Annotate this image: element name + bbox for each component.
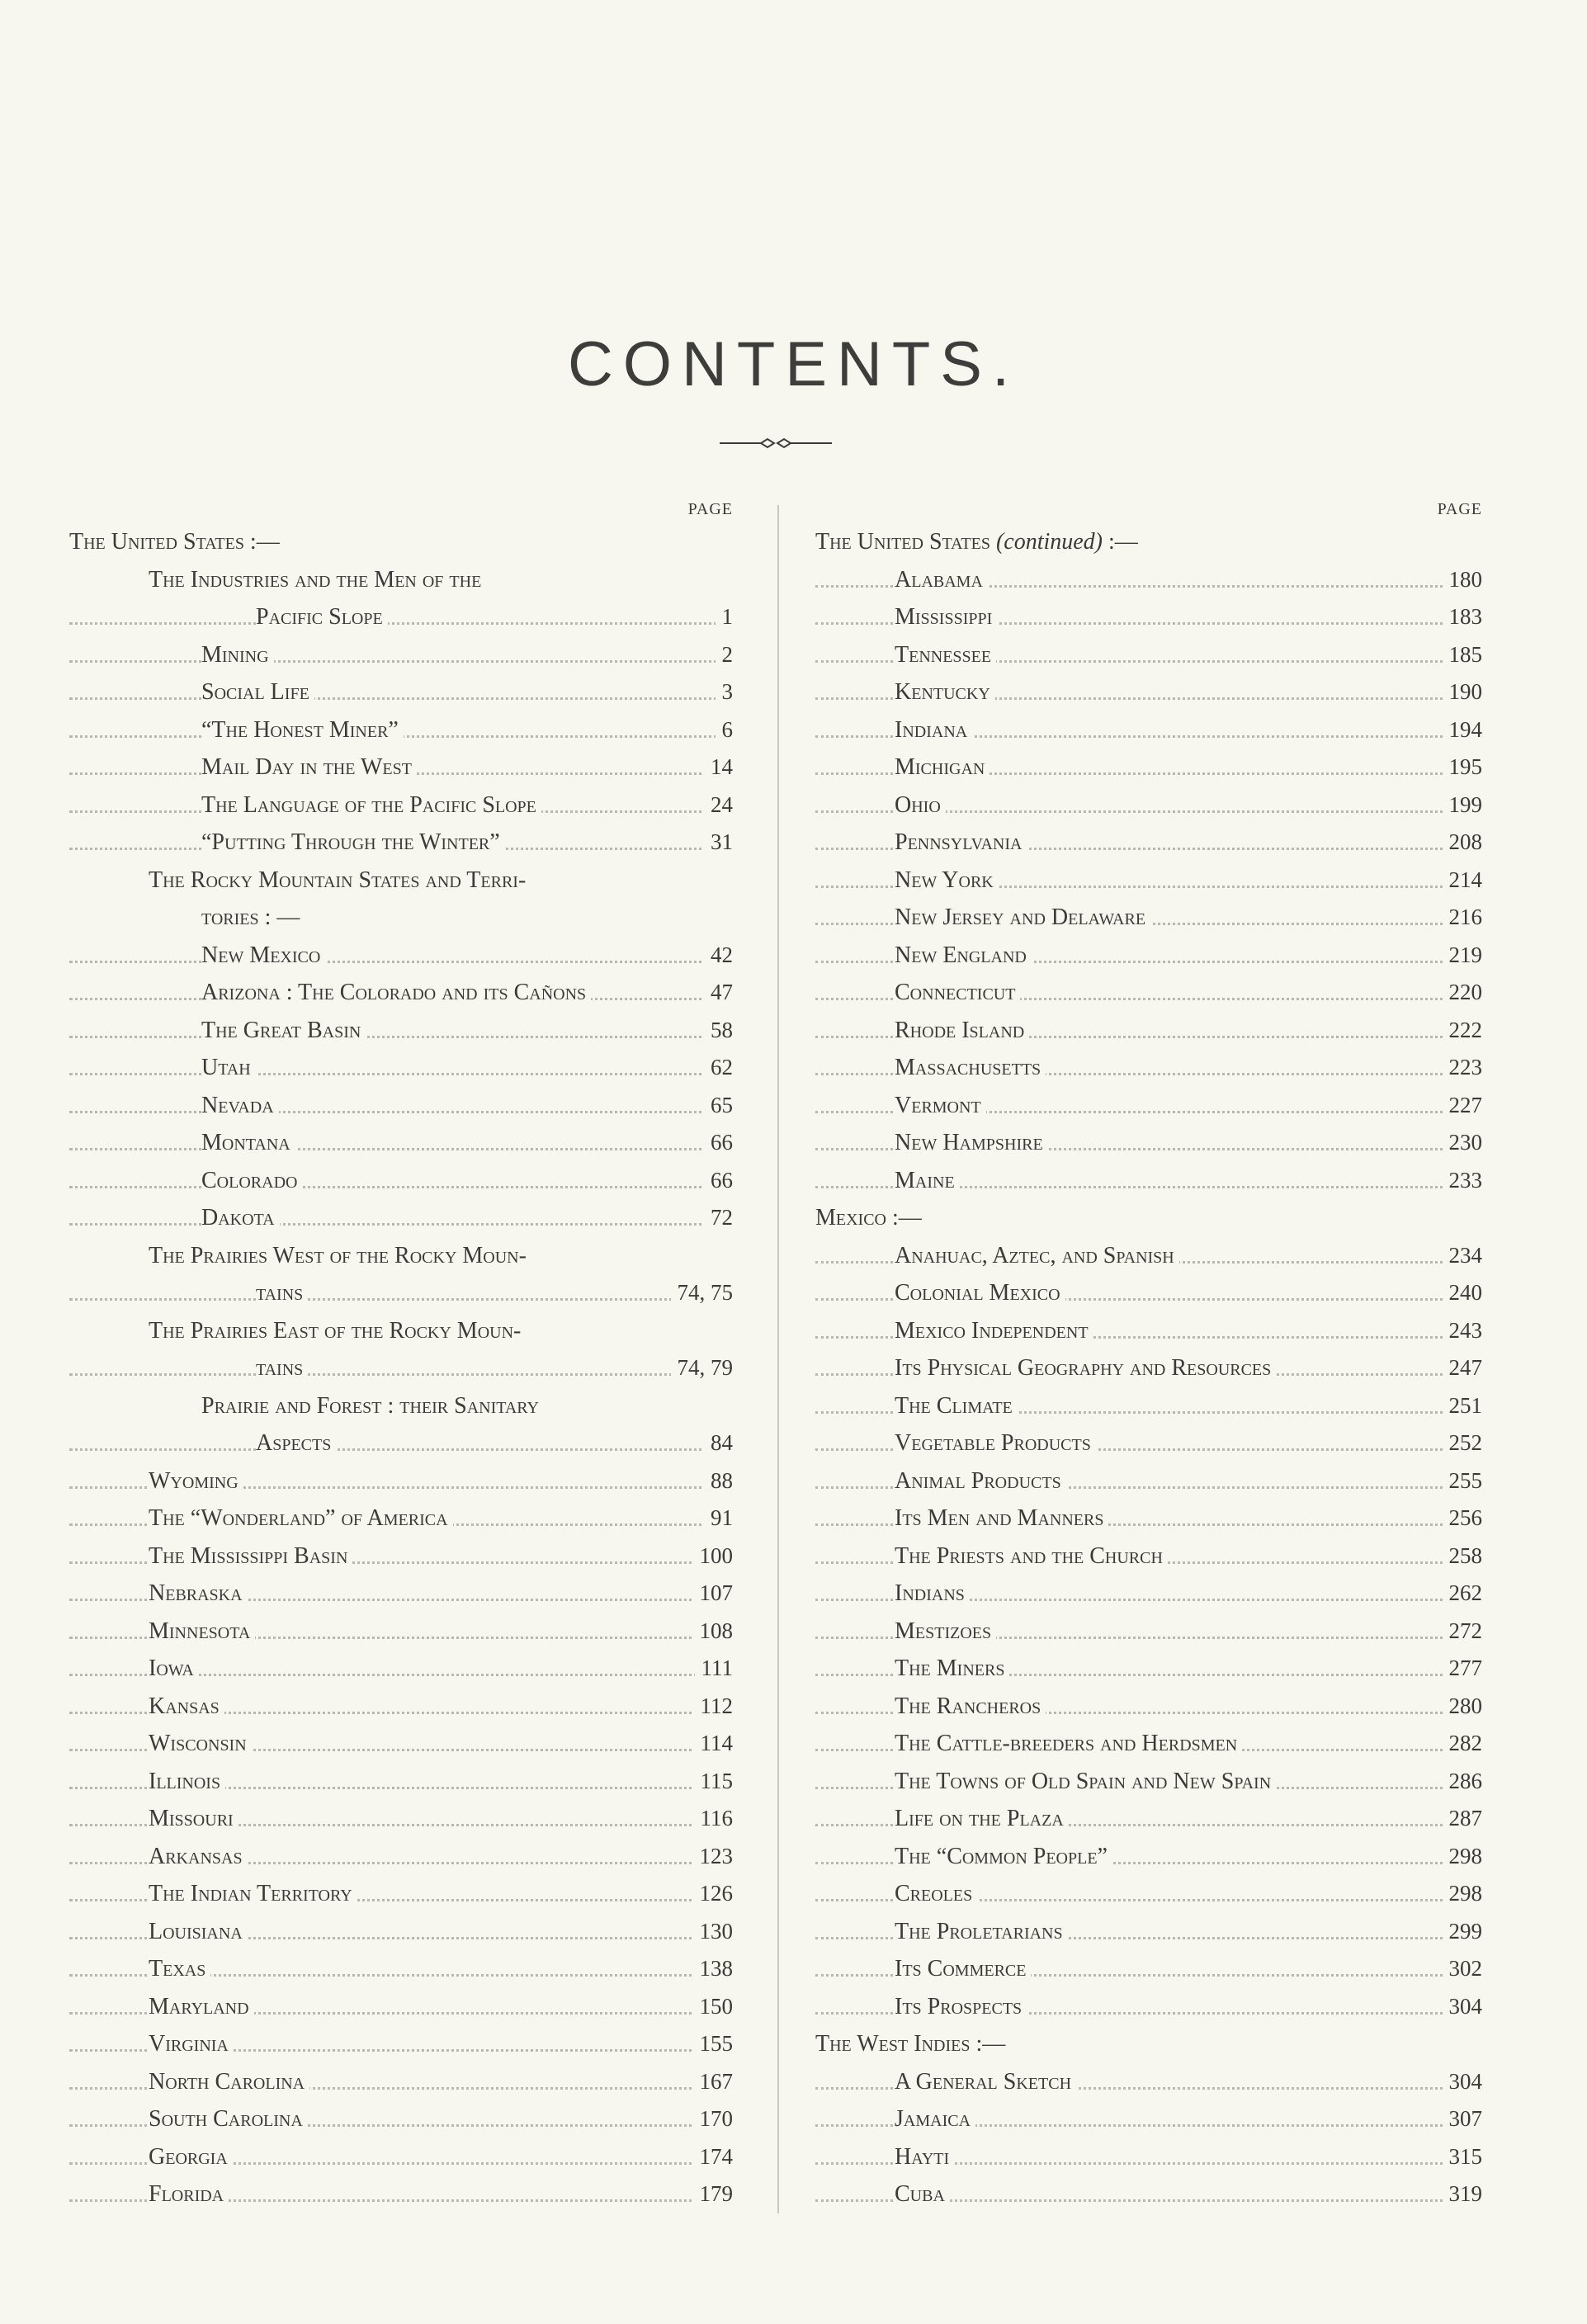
entry-title: The “Common People” (895, 1844, 1112, 1869)
toc-entry (815, 1988, 1482, 2026)
entry-title: The Cattle-breeders and Herdsmen (895, 1731, 1242, 1756)
entry-page-number: 298 (1443, 1875, 1483, 1913)
toc-entry (815, 1274, 1482, 1312)
toc-entry (69, 636, 733, 674)
entry-page-number: 272 (1443, 1613, 1483, 1651)
toc-section-heading (69, 1237, 733, 1275)
entry-title: “The Honest Miner” (201, 717, 404, 743)
entry-title: Social Life (201, 679, 314, 705)
entry-page-number: 199 (1443, 786, 1483, 824)
entry-page-number: 62 (704, 1049, 733, 1087)
toc-entry (815, 937, 1482, 975)
toc-entry (69, 1049, 733, 1087)
toc-entry (69, 1688, 733, 1726)
toc-entry (69, 824, 733, 862)
entry-title: North Carolina (149, 2069, 309, 2095)
toc-entry (69, 2025, 733, 2063)
entry-title: The Indian Territory (149, 1881, 357, 1906)
section-heading (815, 523, 1482, 561)
entry-title: Mexico :— (815, 1205, 927, 1230)
entry-title: Arkansas (149, 1844, 248, 1869)
entry-page-number: 304 (1443, 1988, 1483, 2026)
entry-page-number: 214 (1443, 862, 1483, 900)
toc-entry (69, 2175, 733, 2213)
entry-title: The Priests and the Church (895, 1543, 1168, 1569)
entry-title: Utah (201, 1055, 256, 1080)
toc-entry (815, 1688, 1482, 1726)
toc-entry (69, 673, 733, 711)
entry-title: Kentucky (895, 679, 995, 705)
entry-page-number: 47 (704, 974, 733, 1012)
entry-page-number: 31 (704, 824, 733, 862)
toc-entry (815, 711, 1482, 749)
entry-page-number: 234 (1443, 1237, 1483, 1275)
entry-page-number: 190 (1443, 673, 1483, 711)
toc-entry (69, 1162, 733, 1200)
entry-page-number: 251 (1443, 1387, 1483, 1425)
entry-page-number: 58 (704, 1012, 733, 1050)
entry-page-number: 91 (704, 1500, 733, 1538)
entry-title: The Mississippi Basin (149, 1543, 352, 1569)
entry-title: New England (895, 942, 1032, 968)
entry-page-number: 185 (1443, 636, 1483, 674)
entry-page-number: 116 (694, 1800, 734, 1838)
toc-entry (69, 1725, 733, 1763)
entry-title: Maine (895, 1168, 960, 1193)
entry-title: The Climate (895, 1393, 1018, 1419)
toc-entry (69, 1424, 733, 1462)
entry-page-number: 287 (1443, 1800, 1483, 1838)
entry-page-number: 304 (1443, 2063, 1483, 2101)
toc-section-heading (69, 1387, 733, 1425)
entry-page-number: 208 (1443, 824, 1483, 862)
toc-entry (815, 1162, 1482, 1200)
entry-title: Massachusetts (895, 1055, 1046, 1080)
entry-page-number: 220 (1443, 974, 1483, 1012)
entry-title: tains (256, 1280, 308, 1306)
entry-page-number: 243 (1443, 1312, 1483, 1350)
entry-title: Hayti (895, 2144, 954, 2170)
entry-page-number: 240 (1443, 1274, 1483, 1312)
entry-title: Minnesota (149, 1618, 255, 1644)
toc-entry (815, 2063, 1482, 2101)
heading-prefix: The United States (815, 529, 996, 555)
page-column-label: PAGE (1437, 500, 1482, 518)
toc-entry (815, 1725, 1482, 1763)
toc-entry (69, 1124, 733, 1162)
entry-page-number: 100 (693, 1538, 734, 1575)
entry-title: New Mexico (201, 942, 325, 968)
heading-continued: (continued) (995, 529, 1103, 555)
entry-title: Virginia (149, 2031, 234, 2057)
entry-page-number: 66 (704, 1162, 733, 1200)
entry-title: The Prairies East of the Rocky Moun- (149, 1318, 526, 1344)
entry-title: The Language of the Pacific Slope (201, 792, 541, 818)
entry-title: The United States :— (69, 529, 285, 555)
entry-title: tains (256, 1355, 308, 1381)
entry-page-number: 84 (704, 1424, 733, 1462)
entry-page-number: 126 (693, 1875, 734, 1913)
toc-entry (815, 1012, 1482, 1050)
toc-entry (815, 1538, 1482, 1575)
toc-entry (69, 598, 733, 636)
entry-title: Arizona : The Colorado and its Cañons (201, 980, 591, 1005)
toc-section-heading (815, 1199, 1482, 1237)
toc-entry (815, 2175, 1482, 2213)
entry-title: Aspects (256, 1430, 336, 1456)
toc-entry (815, 1087, 1482, 1125)
toc-entry (69, 1838, 733, 1876)
entry-page-number: 1 (716, 598, 734, 636)
right-entries-list (815, 523, 1482, 2213)
entry-title: Connecticut (895, 980, 1020, 1005)
entry-page-number: 223 (1443, 1049, 1483, 1087)
toc-entry (69, 1763, 733, 1801)
toc-entry (815, 1387, 1482, 1425)
toc-entry (815, 636, 1482, 674)
toc-entry (815, 1500, 1482, 1538)
entry-page-number: 3 (716, 673, 734, 711)
entry-title: Kansas (149, 1693, 224, 1719)
toc-entry (815, 561, 1482, 599)
toc-entry (815, 1800, 1482, 1838)
entry-title: Vegetable Products (895, 1430, 1096, 1456)
toc-entry (815, 862, 1482, 900)
entry-page-number: 42 (704, 937, 733, 975)
entry-page-number: 114 (694, 1725, 734, 1763)
toc-entry (815, 1462, 1482, 1500)
entry-page-number: 286 (1443, 1763, 1483, 1801)
entry-page-number: 258 (1443, 1538, 1483, 1575)
entry-page-number: 74, 79 (671, 1349, 734, 1387)
toc-section-heading (69, 1312, 733, 1350)
entry-page-number: 130 (693, 1913, 734, 1951)
toc-entry (815, 1613, 1482, 1651)
entry-title: tories : — (201, 905, 305, 930)
toc-section-heading (69, 862, 733, 900)
toc-entry (69, 1800, 733, 1838)
entry-page-number: 74, 75 (671, 1274, 734, 1312)
toc-entry (69, 974, 733, 1012)
toc-entry (69, 1538, 733, 1575)
entry-page-number: 256 (1443, 1500, 1483, 1538)
entry-title: Cuba (895, 2181, 950, 2207)
toc-entry (69, 1575, 733, 1613)
entry-page-number: 315 (1443, 2138, 1483, 2176)
toc-entry (815, 899, 1482, 937)
entry-page-number: 307 (1443, 2100, 1483, 2138)
toc-entry (815, 974, 1482, 1012)
entry-page-number: 66 (704, 1124, 733, 1162)
entry-title: Pennsylvania (895, 829, 1027, 855)
entry-title: Tennessee (895, 642, 996, 668)
entry-title: New York (895, 867, 999, 893)
entry-page-number: 299 (1443, 1913, 1483, 1951)
toc-entry (815, 749, 1482, 786)
toc-entry (69, 1613, 733, 1651)
entry-page-number: 180 (1443, 561, 1483, 599)
entry-title: Rhode Island (895, 1018, 1029, 1043)
entry-page-number: 174 (693, 2138, 734, 2176)
entry-title: Wyoming (149, 1468, 243, 1494)
entry-title: Wisconsin (149, 1731, 252, 1756)
entry-title: Its Commerce (895, 1956, 1031, 1982)
entry-title (815, 529, 1143, 555)
entry-title: South Carolina (149, 2106, 308, 2132)
entry-title: New Jersey and Delaware (895, 905, 1150, 930)
entry-page-number: 6 (716, 711, 734, 749)
entry-page-number: 150 (693, 1988, 734, 2026)
entry-title: The “Wonderland” of America (149, 1505, 453, 1531)
entry-title: Pacific Slope (256, 604, 388, 630)
entry-page-number: 72 (704, 1199, 733, 1237)
entry-title: Missouri (149, 1806, 239, 1831)
toc-section-heading (69, 561, 733, 599)
entry-page-number: 319 (1443, 2175, 1483, 2213)
toc-entry (69, 1012, 733, 1050)
entry-title: Creoles (895, 1881, 977, 1906)
entry-page-number: 123 (693, 1838, 734, 1876)
entry-title: Prairie and Forest : their Sanitary (201, 1393, 544, 1419)
page-title: CONTENTS. (567, 329, 1020, 399)
entry-page-number: 277 (1443, 1650, 1483, 1688)
entry-title: Georgia (149, 2144, 233, 2170)
entry-title: Illinois (149, 1769, 225, 1794)
entry-page-number: 112 (694, 1688, 734, 1726)
entry-title: Its Men and Manners (895, 1505, 1108, 1531)
entry-page-number: 167 (693, 2063, 734, 2101)
left-entries-list (69, 523, 733, 2213)
toc-entry (69, 1988, 733, 2026)
toc-entry (69, 1274, 733, 1312)
toc-entry (69, 786, 733, 824)
entry-page-number: 195 (1443, 749, 1483, 786)
toc-entry (69, 2063, 733, 2101)
toc-entry (69, 1913, 733, 1951)
entry-page-number: 219 (1443, 937, 1483, 975)
entry-page-number: 170 (693, 2100, 734, 2138)
entry-page-number: 155 (693, 2025, 734, 2063)
toc-entry (815, 1312, 1482, 1350)
toc-entry (69, 1087, 733, 1125)
toc-section-heading (69, 523, 733, 561)
entry-page-number: 108 (693, 1613, 734, 1651)
entry-page-number: 298 (1443, 1838, 1483, 1876)
entry-title: Animal Products (895, 1468, 1066, 1494)
toc-entry (815, 1875, 1482, 1913)
entry-title: The Prairies West of the Rocky Moun- (149, 1243, 531, 1268)
entry-title: Iowa (149, 1656, 199, 1681)
toc-entry (815, 1838, 1482, 1876)
entry-title: Mexico Independent (895, 1318, 1093, 1344)
toc-entry (69, 711, 733, 749)
title-ornament (718, 432, 834, 454)
entry-page-number: 216 (1443, 899, 1483, 937)
entry-page-number: 65 (704, 1087, 733, 1125)
entry-title: Mississippi (895, 604, 997, 630)
toc-entry (815, 1049, 1482, 1087)
entry-title: Colorado (201, 1168, 302, 1193)
entry-page-number: 302 (1443, 1950, 1483, 1988)
entry-title: Michigan (895, 754, 990, 780)
toc-entry (815, 2100, 1482, 2138)
entry-title: The West Indies :— (815, 2031, 1010, 2057)
toc-entry (815, 1237, 1482, 1275)
entry-title: Anahuac, Aztec, and Spanish (895, 1243, 1179, 1268)
toc-entry (69, 1462, 733, 1500)
toc-entry (69, 749, 733, 786)
entry-title: A General Sketch (895, 2069, 1076, 2095)
toc-entry (815, 1950, 1482, 1988)
entry-page-number: 255 (1443, 1462, 1483, 1500)
toc-entry (69, 2138, 733, 2176)
toc-entry (815, 786, 1482, 824)
toc-entry (69, 1500, 733, 1538)
entry-page-number: 179 (693, 2175, 734, 2213)
entry-page-number: 230 (1443, 1124, 1483, 1162)
entry-title: Ohio (895, 792, 946, 818)
entry-page-number: 262 (1443, 1575, 1483, 1613)
entry-page-number: 227 (1443, 1087, 1483, 1125)
entry-title: Mining (201, 642, 274, 668)
entry-title: Nevada (201, 1093, 279, 1118)
entry-title: New Hampshire (895, 1130, 1048, 1155)
heading-suffix: :— (1103, 529, 1138, 555)
entry-title: Alabama (895, 567, 988, 593)
toc-entry (815, 598, 1482, 636)
entry-page-number: 88 (704, 1462, 733, 1500)
toc-entry (815, 673, 1482, 711)
entry-page-number: 233 (1443, 1162, 1483, 1200)
toc-entry (69, 1199, 733, 1237)
entry-title: The Great Basin (201, 1018, 366, 1043)
entry-page-number: 14 (704, 749, 733, 786)
toc-entry (815, 1424, 1482, 1462)
toc-entry (69, 1650, 733, 1688)
entry-title: The Industries and the Men of the (149, 567, 486, 593)
entry-title: Indiana (895, 717, 972, 743)
toc-entry (815, 2138, 1482, 2176)
toc-entry (815, 1124, 1482, 1162)
toc-entry (815, 1913, 1482, 1951)
entry-page-number: 2 (716, 636, 734, 674)
toc-entry (69, 1875, 733, 1913)
toc-section-heading (815, 2025, 1482, 2063)
toc-entry (815, 1650, 1482, 1688)
entry-title: Mail Day in the West (201, 754, 417, 780)
entry-page-number: 194 (1443, 711, 1483, 749)
entry-page-number: 24 (704, 786, 733, 824)
entry-page-number: 183 (1443, 598, 1483, 636)
entry-title: Its Prospects (895, 1994, 1027, 2019)
entry-page-number: 280 (1443, 1688, 1483, 1726)
toc-entry (69, 1349, 733, 1387)
entry-page-number: 138 (693, 1950, 734, 1988)
entry-title: Nebraska (149, 1580, 248, 1606)
toc-entry (69, 937, 733, 975)
entry-title: The Proletarians (895, 1919, 1068, 1944)
entry-page-number: 252 (1443, 1424, 1483, 1462)
entry-title: Life on the Plaza (895, 1806, 1069, 1831)
entry-title: Louisiana (149, 1919, 248, 1944)
entry-title: The Rocky Mountain States and Terri- (149, 867, 531, 893)
toc-entry (815, 1575, 1482, 1613)
entry-title: The Miners (895, 1656, 1009, 1681)
entry-page-number: 247 (1443, 1349, 1483, 1387)
toc-entry (815, 1763, 1482, 1801)
entry-page-number: 222 (1443, 1012, 1483, 1050)
entry-title: Vermont (895, 1093, 986, 1118)
page-column-label: PAGE (687, 500, 733, 518)
entry-title: Dakota (201, 1205, 280, 1230)
column-divider (777, 505, 779, 2213)
entry-page-number: 282 (1443, 1725, 1483, 1763)
entry-page-number: 111 (695, 1650, 734, 1688)
toc-entry (815, 1349, 1482, 1387)
toc-entry (815, 824, 1482, 862)
entry-title: Indians (895, 1580, 970, 1606)
entry-title: Texas (149, 1956, 210, 1982)
toc-entry (69, 1950, 733, 1988)
entry-title: Montana (201, 1130, 295, 1155)
entry-title: Florida (149, 2181, 229, 2207)
entry-page-number: 115 (694, 1763, 734, 1801)
toc-entry (69, 2100, 733, 2138)
entry-title: “Putting Through the Winter” (201, 829, 505, 855)
entry-title: The Rancheros (895, 1693, 1046, 1719)
entry-title: The Towns of Old Spain and New Spain (895, 1769, 1276, 1794)
entry-title: Jamaica (895, 2106, 975, 2132)
toc-section-heading (69, 899, 733, 937)
entry-title: Mestizoes (895, 1618, 996, 1644)
entry-page-number: 107 (693, 1575, 734, 1613)
entry-title: Colonial Mexico (895, 1280, 1065, 1306)
entry-title: Its Physical Geography and Resources (895, 1355, 1276, 1381)
entry-title: Maryland (149, 1994, 254, 2019)
